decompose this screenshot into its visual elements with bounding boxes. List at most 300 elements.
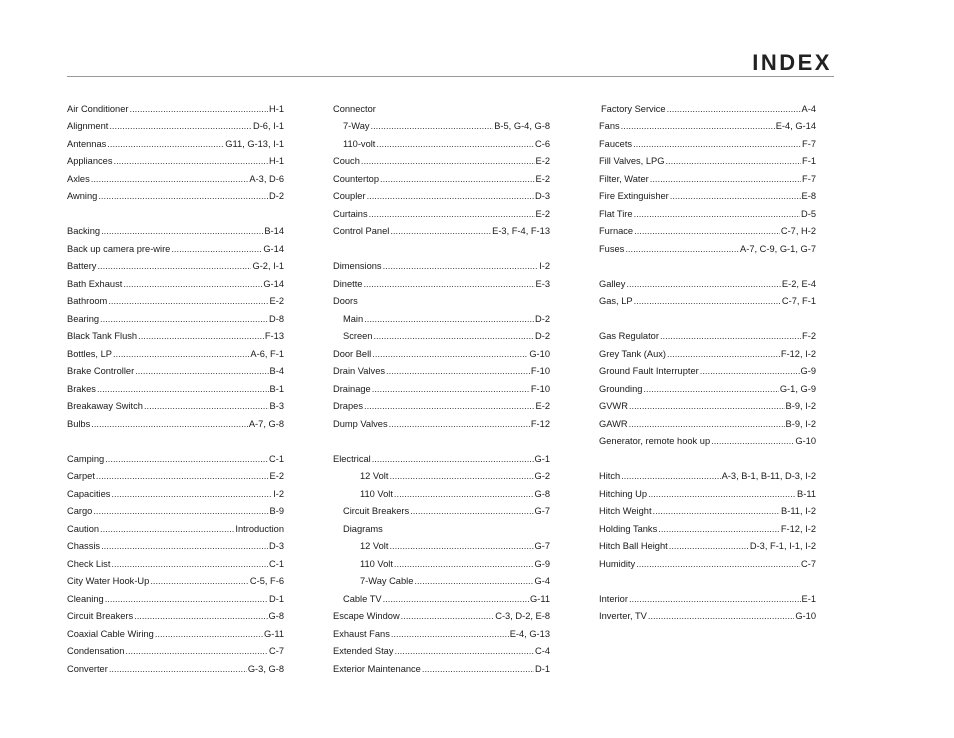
index-spacer: [333, 237, 550, 255]
dot-leader: [101, 540, 268, 552]
index-term: Holding Tanks: [599, 523, 658, 534]
index-entry: [333, 290, 550, 308]
dot-leader: [97, 383, 269, 395]
index-term: Air Conditioner: [67, 103, 129, 114]
index-page-ref: C-7, F-1: [781, 296, 816, 306]
index-page-ref: D-2: [535, 313, 550, 324]
dot-leader: [667, 103, 801, 115]
dot-leader: [98, 190, 268, 202]
dot-leader: [93, 505, 268, 517]
index-entry: [67, 290, 284, 308]
index-entry: [67, 167, 284, 185]
dot-leader: [626, 278, 781, 290]
index-term: Door Bell: [333, 348, 372, 359]
index-term: Curtains: [333, 208, 368, 219]
index-term: Coaxial Cable Wiring: [67, 628, 154, 639]
index-entry: [599, 220, 816, 238]
index-entry: [599, 552, 816, 570]
dot-leader: [109, 120, 252, 132]
index-page-ref: E-2, E-4: [781, 278, 816, 289]
dot-leader: [105, 593, 268, 605]
dot-leader: [389, 418, 530, 430]
index-page-ref: C-7: [801, 558, 816, 569]
index-page-ref: E-2: [535, 208, 550, 219]
index-term: Faucets: [599, 138, 633, 149]
index-term: 12 Volt: [360, 541, 389, 551]
index-page-ref: C-7, H-2: [780, 226, 816, 236]
index-term: Dinette: [333, 278, 363, 289]
dot-leader: [107, 138, 224, 150]
index-term: Diagrams: [343, 523, 383, 534]
dot-leader: [361, 155, 535, 167]
index-page-ref: A-7, C-9, G-1, G-7: [740, 243, 816, 254]
index-entry: [599, 517, 816, 535]
index-term: Bath Exhaust: [67, 278, 123, 289]
index-page-ref: D-5: [801, 208, 816, 219]
index-page-ref: F-12: [530, 418, 550, 429]
index-entry: [333, 97, 550, 115]
index-entry: [67, 622, 284, 640]
index-page-ref: F-13: [264, 331, 284, 341]
index-term: Gas Regulator: [599, 331, 659, 341]
index-term: Gas, LP: [599, 296, 633, 306]
index-term: Electrical: [333, 453, 371, 464]
dot-leader: [648, 488, 796, 500]
index-page-ref: D-3: [269, 541, 284, 551]
index-page-ref: G-1: [534, 453, 550, 464]
index-term: Brakes: [67, 383, 96, 394]
index-page-ref: D-2: [535, 331, 550, 341]
index-page-ref: A-4: [801, 103, 816, 114]
dot-leader: [113, 348, 249, 360]
index-entry: [67, 552, 284, 570]
dot-leader: [372, 383, 530, 395]
index-page-ref: E-4, G-14: [775, 121, 816, 131]
dot-leader: [134, 610, 267, 622]
dot-leader: [629, 593, 801, 605]
dot-leader: [410, 505, 533, 517]
index-page-ref: C-4: [535, 646, 550, 656]
index-page-ref: E-4, G-13: [509, 628, 550, 639]
index-term: Fill Valves, LPG: [599, 156, 665, 166]
index-entry: [333, 657, 550, 675]
index-page-ref: B-9, I-2: [785, 418, 816, 429]
dot-leader: [101, 225, 263, 237]
index-entry: [599, 167, 816, 185]
dot-leader: [96, 470, 269, 482]
index-term: Breakaway Switch: [67, 401, 143, 411]
index-spacer: [67, 430, 284, 448]
index-term: Battery: [67, 261, 97, 271]
index-page-ref: G-10: [795, 436, 816, 446]
index-page-ref: D-3: [535, 191, 550, 201]
index-spacer: [599, 307, 816, 325]
index-page-ref: E-2: [535, 173, 550, 184]
index-page-ref: C-7: [269, 646, 284, 656]
index-spacer: [599, 255, 816, 273]
index-page-ref: I-2: [273, 488, 284, 499]
index-term: Cargo: [67, 506, 93, 516]
dot-leader: [643, 383, 778, 395]
dot-leader: [629, 400, 785, 412]
dot-leader: [111, 488, 272, 500]
index-page-ref: E-2: [269, 471, 284, 481]
index-term: Fans: [599, 121, 620, 131]
index-term: Furnace: [599, 226, 634, 236]
index-entry: [67, 325, 284, 343]
index-term: Circuit Breakers: [343, 506, 410, 516]
index-term: Hitch Weight: [599, 506, 652, 516]
index-entry: [333, 255, 550, 273]
index-page-ref: G-1, G-9: [779, 383, 816, 394]
index-spacer: [599, 447, 816, 465]
index-term: Main: [343, 313, 364, 324]
index-entry: [599, 115, 816, 133]
index-spacer: [333, 430, 550, 448]
index-page-ref: C-5, F-6: [249, 576, 284, 586]
index-entry: [333, 132, 550, 150]
index-entry: [67, 570, 284, 588]
index-entry: [333, 202, 550, 220]
index-page-ref: G-2: [534, 471, 550, 481]
index-page-ref: H-1: [269, 103, 284, 114]
index-page-ref: C-1: [269, 453, 284, 464]
dot-leader: [100, 313, 268, 325]
index-term: GVWR: [599, 401, 628, 411]
index-term: 110 Volt: [360, 558, 393, 569]
page-title: INDEX: [752, 50, 832, 75]
dot-leader: [621, 120, 775, 132]
dot-leader: [636, 558, 800, 570]
index-term: Cable TV: [343, 593, 382, 604]
index-entry: [67, 237, 284, 255]
index-entry: [333, 272, 550, 290]
dot-leader: [711, 435, 794, 447]
index-entry: [67, 220, 284, 238]
index-entry: [599, 150, 816, 168]
index-entry: [67, 255, 284, 273]
dot-leader: [621, 470, 720, 482]
index-page-ref: B-9: [269, 506, 284, 516]
index-term: Generator, remote hook up: [599, 436, 711, 446]
index-page-ref: F-10: [530, 383, 550, 394]
index-term: Bearing: [67, 313, 100, 324]
dot-leader: [667, 348, 780, 360]
index-page-ref: G-7: [534, 506, 550, 516]
index-entry: [67, 517, 284, 535]
dot-leader: [171, 243, 262, 255]
index-term: Axles: [67, 173, 90, 184]
index-entry: [67, 272, 284, 290]
dot-leader: [648, 610, 794, 622]
index-term: Camping: [67, 453, 105, 464]
dot-leader: [113, 155, 268, 167]
index-entry: [67, 500, 284, 518]
index-entry: [67, 465, 284, 483]
index-entry: [599, 272, 816, 290]
index-page-ref: Introduction: [235, 523, 284, 534]
index-entry: [599, 132, 816, 150]
dot-leader: [401, 610, 495, 622]
index-term: Grounding: [599, 383, 643, 394]
index-entry: [333, 377, 550, 395]
dot-leader: [376, 138, 534, 150]
dot-leader: [660, 330, 801, 342]
index-page-ref: G-4: [534, 576, 550, 586]
index-entry: [67, 605, 284, 623]
dot-leader: [138, 330, 264, 342]
dot-leader: [372, 453, 534, 465]
index-entry: [67, 587, 284, 605]
dot-leader: [391, 628, 509, 640]
index-entry: [333, 150, 550, 168]
index-entry: [67, 395, 284, 413]
dot-leader: [364, 400, 535, 412]
index-page-ref: G-7: [534, 541, 550, 551]
dot-leader: [372, 348, 528, 360]
index-term: Carpet: [67, 471, 95, 481]
dot-leader: [625, 243, 739, 255]
dot-leader: [369, 208, 535, 220]
index-term: Cleaning: [67, 593, 104, 604]
index-page-ref: G-9: [534, 558, 550, 569]
index-page-ref: B-11, I-2: [781, 506, 816, 516]
index-entry: [599, 412, 816, 430]
index-page-ref: E-2: [269, 296, 284, 306]
index-page-ref: G-8: [534, 488, 550, 499]
index-page-ref: C-6: [535, 138, 550, 149]
index-term: Check List: [67, 558, 111, 569]
index-page-ref: G11, G-13, I-1: [225, 138, 284, 149]
index-entry: [599, 360, 816, 378]
index-page-ref: I-2: [539, 261, 550, 271]
dot-leader: [634, 225, 780, 237]
index-entry: [67, 97, 284, 115]
dot-leader: [414, 575, 533, 587]
index-term: Factory Service: [601, 103, 666, 114]
index-page-ref: C-1: [269, 558, 284, 569]
index-term: Alignment: [67, 121, 109, 131]
index-term: Bottles, LP: [67, 348, 112, 359]
dot-leader: [383, 593, 529, 605]
index-entry: [599, 202, 816, 220]
dot-leader: [394, 558, 534, 570]
index-term: Back up camera pre-wire: [67, 243, 171, 254]
dot-leader: [422, 663, 534, 675]
index-entry: [67, 185, 284, 203]
index-term: 110-volt: [343, 138, 376, 149]
index-entry: [333, 342, 550, 360]
index-page-ref: F-2: [802, 331, 816, 341]
dot-leader: [394, 488, 534, 500]
index-page-ref: E-3, F-4, F-13: [492, 226, 550, 236]
index-entry: [333, 220, 550, 238]
index-page-ref: B-3: [269, 401, 284, 411]
index-term: Circuit Breakers: [67, 611, 134, 621]
index-page-ref: F-7: [802, 138, 816, 149]
index-page-ref: D-8: [269, 313, 284, 324]
dot-leader: [125, 645, 268, 657]
index-term: Hitching Up: [599, 488, 648, 499]
index-term: GAWR: [599, 418, 628, 429]
index-entry: [333, 185, 550, 203]
index-entry: [599, 482, 816, 500]
index-page-ref: G-3, G-8: [247, 663, 284, 674]
index-entry: [67, 377, 284, 395]
index-page-ref: C-3, D-2, E-8: [495, 611, 550, 621]
index-entry: [333, 395, 550, 413]
index-entry: [599, 185, 816, 203]
index-term: Awning: [67, 191, 98, 201]
index-page-ref: G-11: [264, 628, 284, 639]
dot-leader: [91, 418, 248, 430]
index-page-ref: B-5, G-4, G-8: [494, 121, 550, 131]
dot-leader: [665, 155, 801, 167]
index-entry: [67, 535, 284, 553]
index-term: Converter: [67, 663, 108, 674]
index-page-ref: D-3, F-1, I-1, I-2: [749, 541, 816, 551]
index-page-ref: A-3, D-6: [249, 173, 284, 184]
index-entry: [333, 482, 550, 500]
index-term: Countertop: [333, 173, 379, 184]
index-page-ref: D-1: [269, 593, 284, 604]
dot-leader: [100, 523, 234, 535]
index-term: 7-Way Cable: [360, 576, 414, 586]
index-page-ref: E-3: [535, 278, 550, 289]
index-page-ref: F-1: [802, 156, 816, 166]
dot-leader: [105, 453, 268, 465]
index-term: Chassis: [67, 541, 101, 551]
index-term: 110 Volt: [360, 488, 393, 499]
index-term: Bathroom: [67, 296, 108, 306]
index-term: Screen: [343, 331, 373, 341]
index-entry: [599, 500, 816, 518]
index-term: Bulbs: [67, 418, 91, 429]
index-entry: [333, 115, 550, 133]
dot-leader: [135, 365, 268, 377]
index-column-3: [599, 97, 816, 622]
index-term: Caution: [67, 523, 100, 534]
index-entry: [333, 325, 550, 343]
index-spacer: [599, 570, 816, 588]
dot-leader: [380, 173, 535, 185]
index-page-ref: A-6, F-1: [250, 348, 284, 359]
index-term: Doors: [333, 296, 358, 306]
dot-leader: [144, 400, 269, 412]
index-term: Black Tank Flush: [67, 331, 138, 341]
index-term: Drainage: [333, 383, 371, 394]
dot-leader: [658, 523, 780, 535]
dot-leader: [373, 330, 534, 342]
index-page-ref: F-12, I-2: [780, 348, 816, 359]
title-divider: [67, 76, 834, 77]
index-entry: [67, 482, 284, 500]
dot-leader: [150, 575, 249, 587]
index-term: Fuses: [599, 243, 625, 254]
dot-leader: [97, 260, 251, 272]
dot-leader: [669, 540, 749, 552]
index-page-ref: B-14: [264, 226, 284, 236]
index-term: Fire Extinguisher: [599, 191, 669, 201]
dot-leader: [389, 470, 533, 482]
index-term: Filter, Water: [599, 173, 649, 184]
index-term: Drain Valves: [333, 366, 386, 376]
index-entry: [67, 342, 284, 360]
index-entry: [333, 552, 550, 570]
dot-leader: [389, 540, 533, 552]
index-term: Backing: [67, 226, 101, 236]
index-term: Hitch Ball Height: [599, 541, 668, 551]
dot-leader: [111, 558, 268, 570]
index-page-ref: A-7, G-8: [248, 418, 284, 429]
index-entry: [67, 307, 284, 325]
index-entry: [67, 115, 284, 133]
index-entry: [599, 377, 816, 395]
index-entry: [333, 500, 550, 518]
dot-leader: [91, 173, 249, 185]
index-page-ref: E-2: [535, 156, 550, 166]
index-page-ref: G-10: [795, 611, 816, 621]
index-term: Couch: [333, 156, 360, 166]
dot-leader: [650, 173, 801, 185]
dot-leader: [390, 225, 491, 237]
index-entry: [333, 622, 550, 640]
index-page-ref: E-8: [801, 191, 816, 201]
dot-leader: [371, 120, 494, 132]
dot-leader: [700, 365, 800, 377]
dot-leader: [394, 645, 534, 657]
index-term: Antennas: [67, 138, 107, 149]
index-page-ref: G-10: [529, 348, 550, 359]
index-entry: [67, 150, 284, 168]
index-entry: [599, 325, 816, 343]
index-entry: [333, 517, 550, 535]
index-entry: [599, 290, 816, 308]
index-term: Interior: [599, 593, 628, 604]
index-page-ref: G-11: [530, 593, 550, 604]
index-term: Hitch: [599, 471, 621, 481]
index-page-ref: E-1: [801, 593, 816, 604]
dot-leader: [653, 505, 781, 517]
index-page-ref: B-9, I-2: [785, 401, 816, 411]
index-page-ref: G-8: [268, 611, 284, 621]
index-page-ref: G-2, I-1: [252, 261, 284, 271]
index-entry: [67, 447, 284, 465]
index-entry: [599, 465, 816, 483]
index-entry: [333, 167, 550, 185]
index-spacer: [67, 202, 284, 220]
index-term: Inverter, TV: [599, 611, 647, 621]
index-entry: [599, 430, 816, 448]
index-page-ref: F-10: [530, 366, 550, 376]
index-page-ref: B-11: [797, 488, 816, 499]
index-page-ref: G-14: [263, 278, 284, 289]
dot-leader: [364, 313, 534, 325]
index-page-ref: B-4: [269, 366, 284, 376]
index-term: Drapes: [333, 401, 363, 411]
index-page-ref: F-7: [802, 173, 816, 184]
index-entry: [333, 360, 550, 378]
index-entry: [67, 412, 284, 430]
index-term: Escape Window: [333, 611, 400, 621]
index-entry: [333, 535, 550, 553]
index-page-ref: D-2: [269, 191, 284, 201]
index-entry: [67, 132, 284, 150]
dot-leader: [634, 208, 800, 220]
dot-leader: [109, 663, 247, 675]
index-term: Ground Fault Interrupter: [599, 366, 699, 376]
index-term: 12 Volt: [360, 471, 389, 481]
